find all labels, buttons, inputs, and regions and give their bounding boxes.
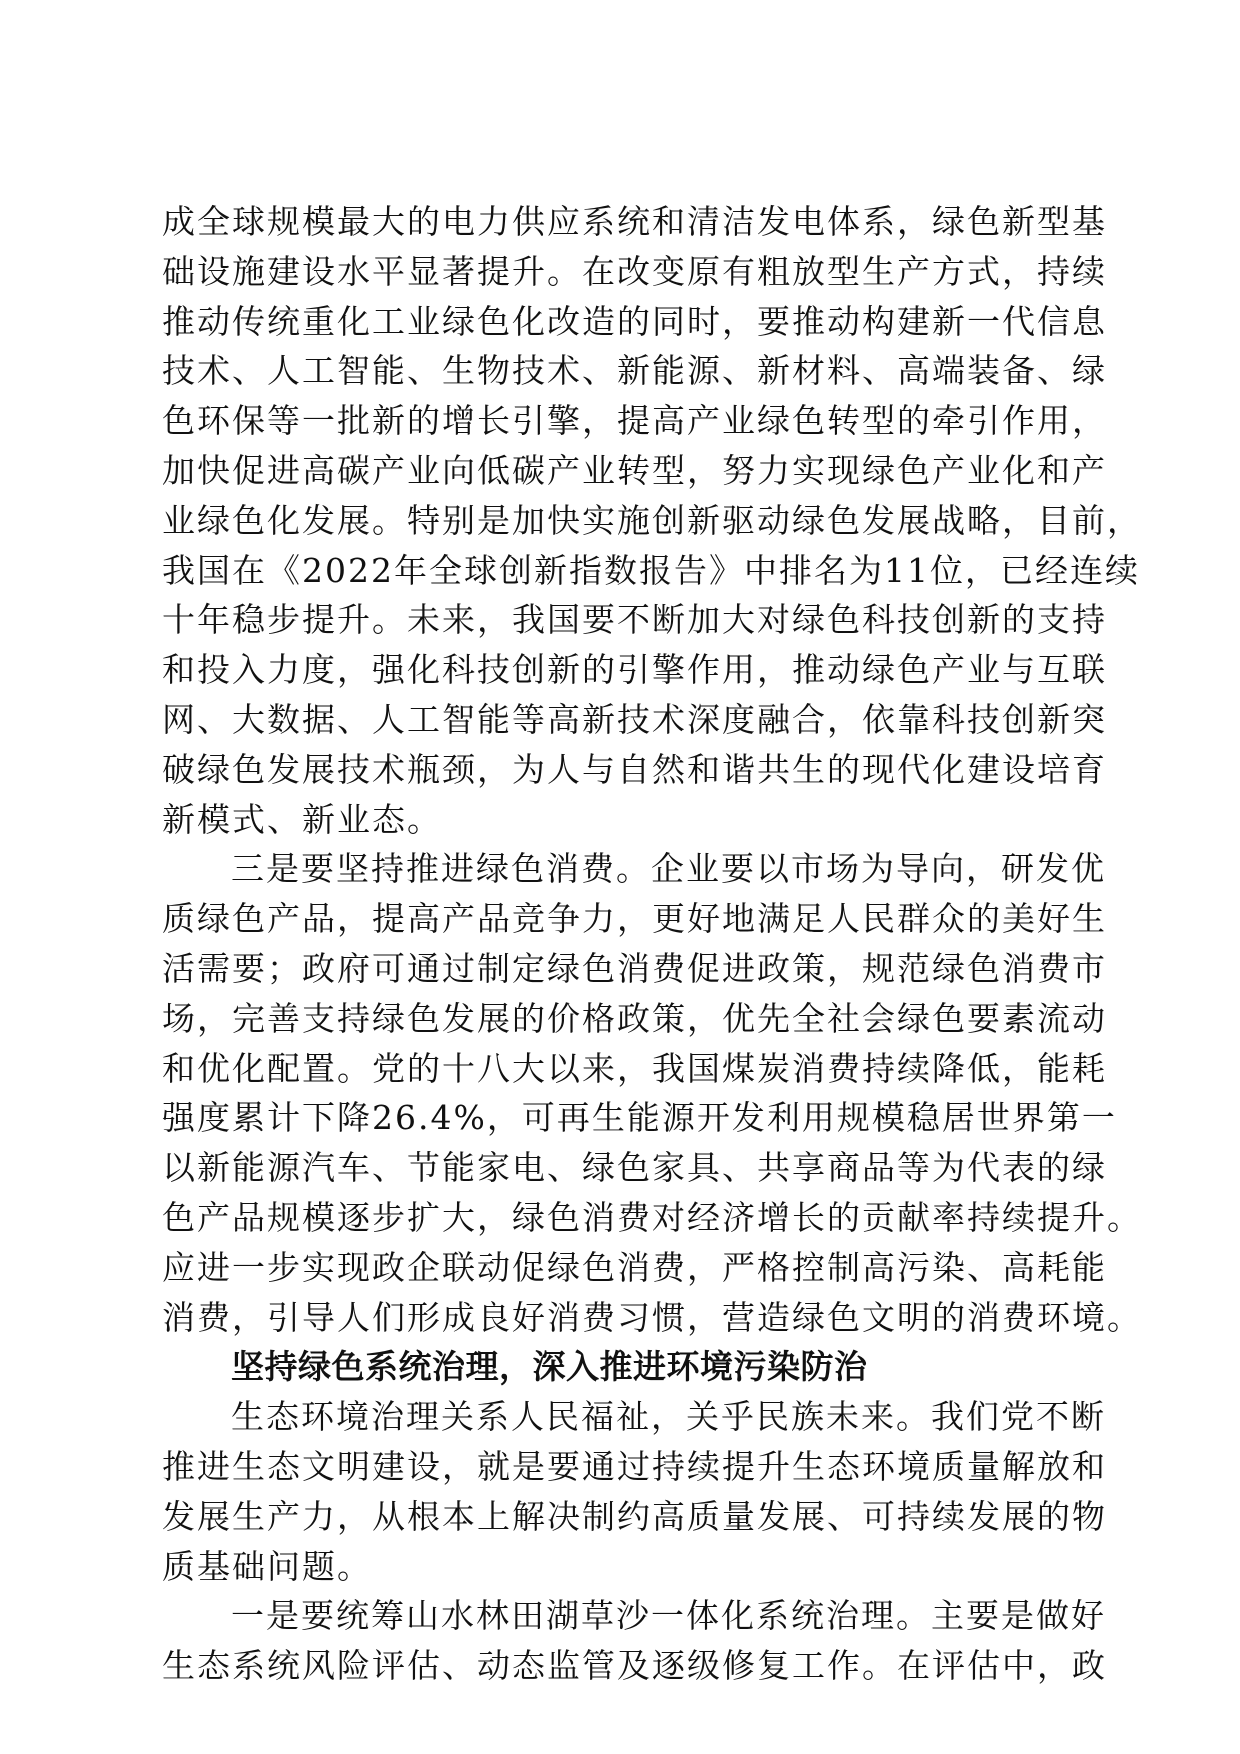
text-line: 消费，引导人们形成良好消费习惯，营造绿色文明的消费环境。 [162, 1297, 1142, 1337]
body-text [162, 197, 1142, 1691]
text-line: 我国在《2022年全球创新指数报告》中排名为11位，已经连续 [162, 550, 1140, 590]
paragraph-start-line: 一是要统筹山水林田湖草沙一体化系统治理。主要是做好 [231, 1596, 1106, 1636]
text-line: 和投入力度，强化科技创新的引擎作用，推动绿色产业与互联 [162, 650, 1107, 690]
text-line: 质基础问题。 [162, 1546, 372, 1586]
text-line: 破绿色发展技术瓶颈，为人与自然和谐共生的现代化建设培育 [162, 749, 1107, 789]
text-line: 发展生产力，从根本上解决制约高质量发展、可持续发展的物 [162, 1496, 1107, 1536]
text-line: 础设施建设水平显著提升。在改变原有粗放型生产方式，持续 [162, 251, 1107, 291]
text-line: 色环保等一批新的增长引擎，提高产业绿色转型的牵引作用， [162, 401, 1107, 441]
text-line: 加快促进高碳产业向低碳产业转型，努力实现绿色产业化和产 [162, 450, 1107, 490]
text-line: 推动传统重化工业绿色化改造的同时，要推动构建新一代信息 [162, 301, 1107, 341]
text-line: 和优化配置。党的十八大以来，我国煤炭消费持续降低，能耗 [162, 1048, 1107, 1088]
text-line: 以新能源汽车、节能家电、绿色家具、共享商品等为代表的绿 [162, 1148, 1107, 1188]
text-line: 推进生态文明建设，就是要通过持续提升生态环境质量解放和 [162, 1446, 1107, 1486]
paragraph-start-line: 生态环境治理关系人民福祉，关乎民族未来。我们党不断 [231, 1397, 1106, 1437]
section-heading: 坚持绿色系统治理，深入推进环境污染防治 [231, 1347, 868, 1387]
text-line: 新模式、新业态。 [162, 799, 442, 839]
text-line: 技术、人工智能、生物技术、新能源、新材料、高端装备、绿 [162, 351, 1107, 391]
text-line: 场，完善支持绿色发展的价格政策，优先全社会绿色要素流动 [162, 998, 1107, 1038]
text-line: 生态系统风险评估、动态监管及逐级修复工作。在评估中，政 [162, 1646, 1107, 1686]
text-line: 活需要；政府可通过制定绿色消费促进政策，规范绿色消费市 [162, 948, 1107, 988]
text-line: 成全球规模最大的电力供应系统和清洁发电体系，绿色新型基 [162, 202, 1107, 241]
text-line: 十年稳步提升。未来，我国要不断加大对绿色科技创新的支持 [162, 600, 1107, 640]
text-line: 业绿色化发展。特别是加快实施创新驱动绿色发展战略，目前， [162, 500, 1142, 540]
paragraph-start-line: 三是要坚持推进绿色消费。企业要以市场为导向，研发优 [231, 849, 1106, 889]
text-line: 色产品规模逐步扩大，绿色消费对经济增长的贡献率持续提升。 [162, 1197, 1142, 1237]
text-line: 强度累计下降26.4%，可再生能源开发利用规模稳居世界第一 [162, 1098, 1117, 1138]
text-line: 质绿色产品，提高产品竞争力，更好地满足人民群众的美好生 [162, 899, 1107, 939]
text-line: 应进一步实现政企联动促绿色消费，严格控制高污染、高耗能 [162, 1247, 1107, 1287]
text-line: 网、大数据、人工智能等高新技术深度融合，依靠科技创新突 [162, 699, 1107, 739]
